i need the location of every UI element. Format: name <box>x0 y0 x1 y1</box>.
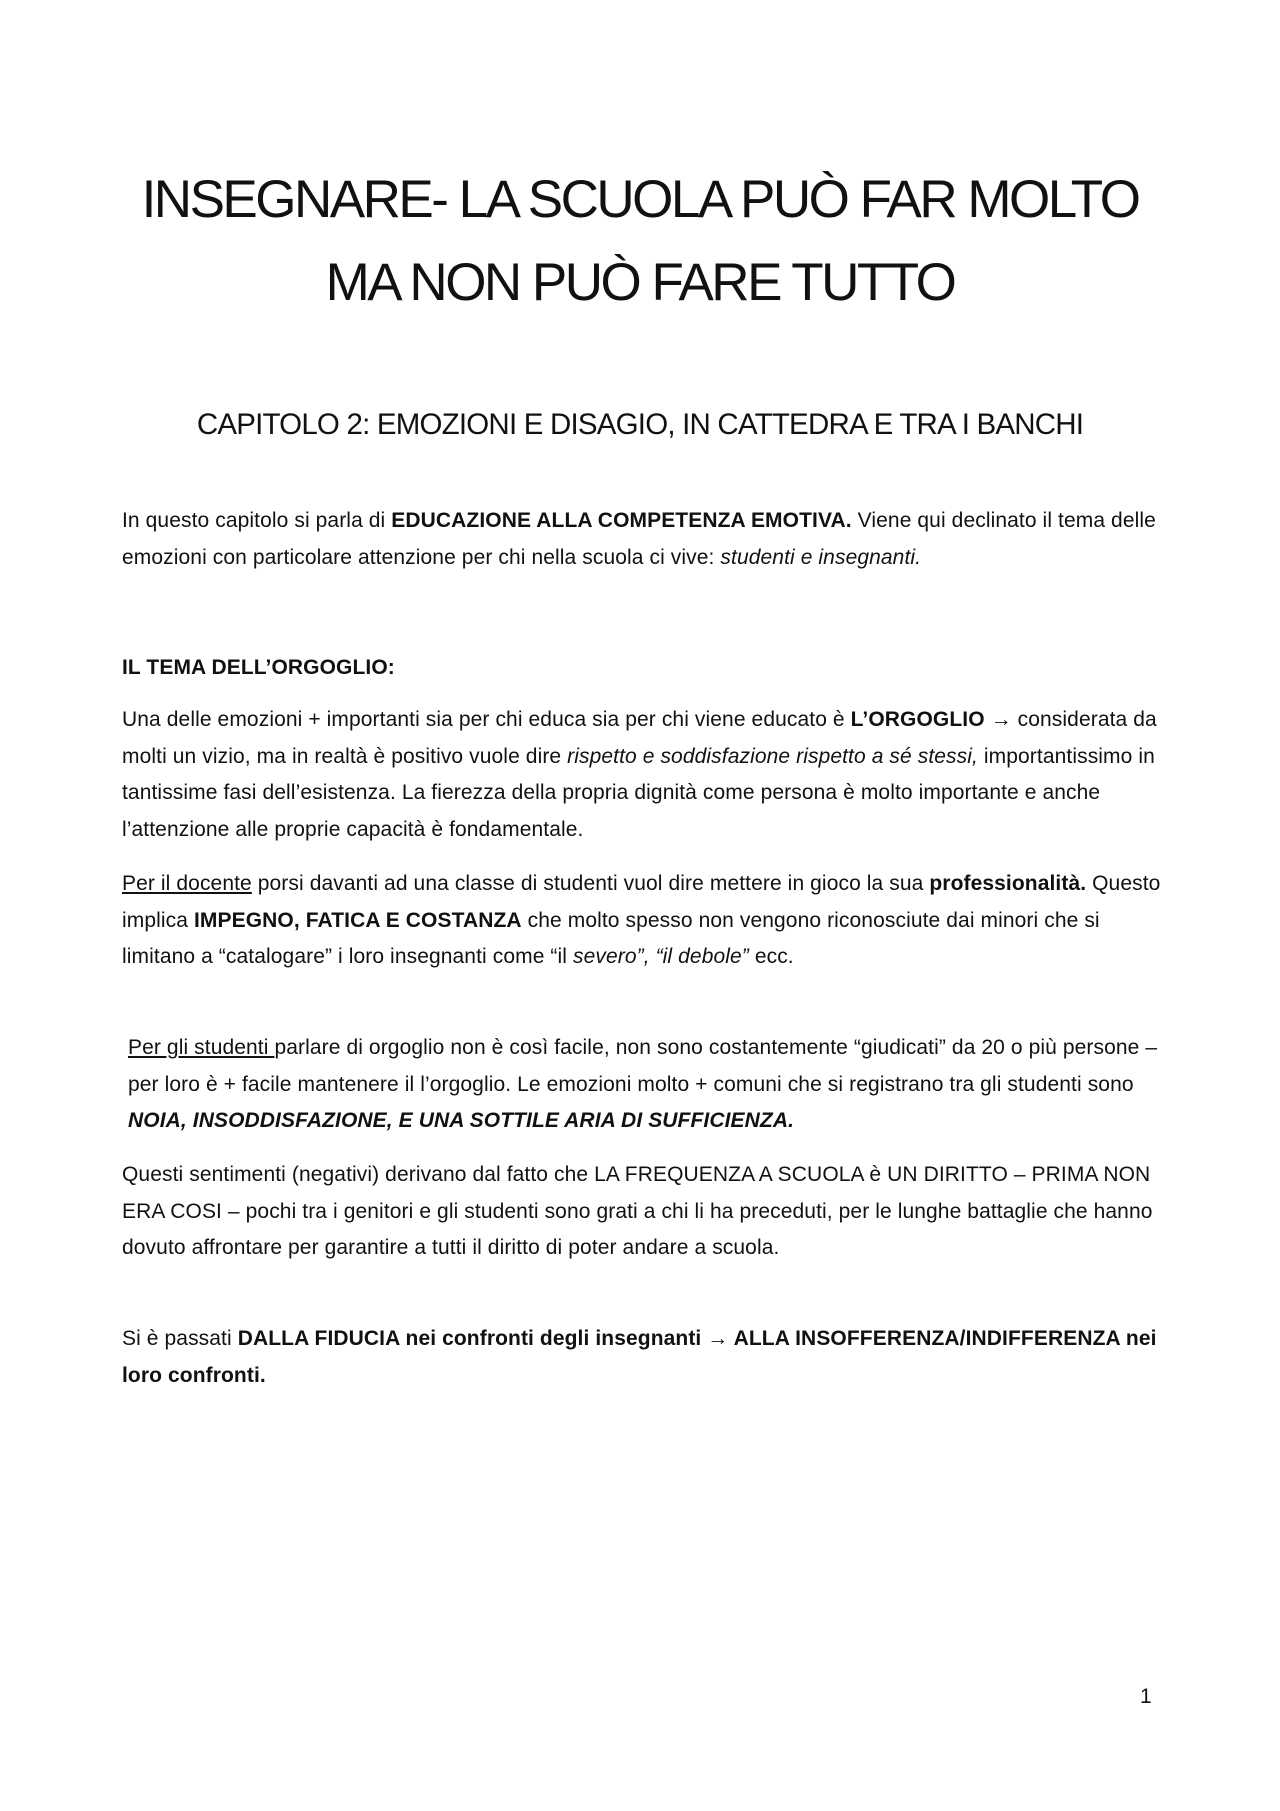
p2-text-2: Questo implica <box>122 872 1161 932</box>
section-heading: IL TEMA DELL’ORGOGLIO: <box>122 656 395 679</box>
intro-italic-1: studenti e insegnanti. <box>720 545 922 569</box>
p1-text-2: considerata da molti un vizio, ma in realtà è positivo vuole dire <box>122 708 1157 768</box>
p2-bold-2: IMPEGNO, FATICA E COSTANZA <box>193 908 522 932</box>
p2-bold-1: professionalità. <box>929 872 1087 895</box>
page-number: 1 <box>1140 1685 1152 1708</box>
intro-text-2: Viene qui declinato il tema delle emozioni con particolare attenzione per chi nella scuola ci vive: <box>122 509 1156 569</box>
p2-underline-1: Per il docente <box>122 872 252 895</box>
p2-italic-1: severo”, “il debole” <box>572 945 749 968</box>
p5-bold-2: ALLA INSOFFERENZA/INDIFFERENZA nei loro confronti. <box>122 1327 1157 1387</box>
p2-text-4: ecc. <box>748 945 794 968</box>
p1-bold-1: L’ORGOGLIO <box>850 708 985 731</box>
document-title <box>0 158 1280 324</box>
paragraph-orgoglio <box>122 702 1172 848</box>
intro-text-1: In questo capitolo si parla di <box>122 509 392 532</box>
title-line-2: MA NON PUÒ FARE TUTTO <box>325 253 955 312</box>
p1-italic-1: rispetto e soddisfazione rispetto a sé stessi, <box>567 744 978 768</box>
intro-bold-1: EDUCAZIONE ALLA COMPETENZA EMOTIVA. <box>391 509 852 532</box>
paragraph-fiducia <box>122 1321 1172 1394</box>
arrow-right-icon: → <box>701 1327 734 1350</box>
p3-bold-italic-1: NOIA, INSODDISFAZIONE, E UNA SOTTILE ARIA DI SUFFICIENZA. <box>128 1109 795 1132</box>
p1-text-3: importantissimo in tantissime fasi dell’esistenza. La fierezza della propria dignità come persona è molto importante e anche l’attenzione alle proprie capacità è fondamentale. <box>122 744 1155 841</box>
p1-text-1: Una delle emozioni + importanti sia per chi educa sia per chi viene educato è <box>122 708 851 731</box>
title-line-1: INSEGNARE- LA SCUOLA PUÒ FAR MOLTO <box>141 170 1139 229</box>
p2-text-3: che molto spesso non vengono riconosciute dai minori che si limitano a “catalogare” i loro insegnanti come “il <box>122 908 1100 968</box>
intro-paragraph <box>122 503 1172 576</box>
chapter-heading: CAPITOLO 2: EMOZIONI E DISAGIO, IN CATTEDRA E TRA I BANCHI <box>196 408 1084 441</box>
p5-bold-1: DALLA FIDUCIA nei confronti degli insegnanti <box>237 1327 702 1350</box>
paragraph-docente <box>122 866 1172 976</box>
arrow-right-icon: → <box>984 708 1012 731</box>
p3-text-1: parlare di orgoglio non è così facile, non sono costantemente “giudicati” da 20 o più persone – per loro è + facile mantenere il l’orgoglio. Le emozioni molto + comuni che si registrano tra gli studenti sono <box>128 1036 1158 1096</box>
p2-text-1: porsi davanti ad una classe di studenti vuol dire mettere in gioco la sua <box>251 872 930 895</box>
p3-underline-1: Per gli studenti <box>128 1036 275 1059</box>
p5-text-1: Si è passati <box>122 1327 238 1350</box>
paragraph-sentimenti: Questi sentimenti (negativi) derivano dal fatto che LA FREQUENZA A SCUOLA è UN DIRITTO – PRIMA NON ERA COSI – pochi tra i genitori e gli studenti sono grati a chi li ha preceduti, per le lunghe battaglie che hanno dovuto affrontare per garantire a tutti il diritto di poter andare a scuola. <box>122 1163 1153 1259</box>
paragraph-studenti <box>128 1030 1178 1140</box>
